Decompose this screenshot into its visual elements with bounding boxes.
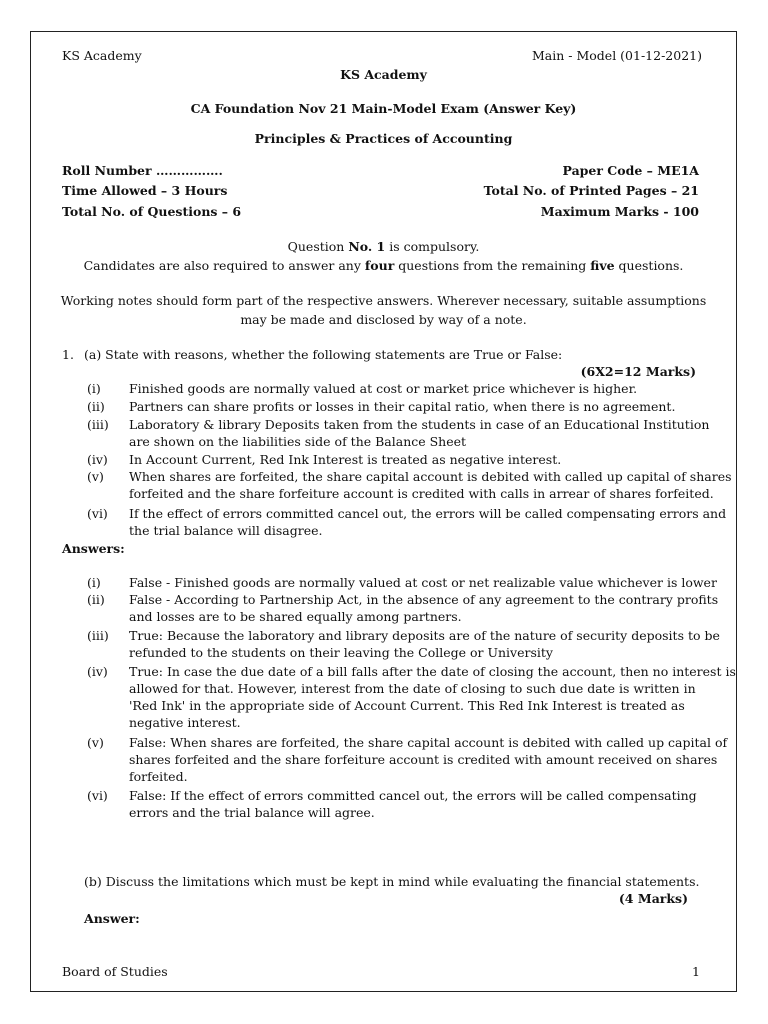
answer-text	[129, 574, 717, 591]
answer-line: False - Finished goods are normally valued at cost or net realizable value whichever is lower	[129, 575, 717, 590]
statement-text	[129, 468, 732, 502]
instruction-text: is compulsory.	[385, 239, 480, 254]
answer-text	[129, 591, 719, 625]
answer-line: forfeited.	[129, 769, 188, 784]
statement-number: (v)	[87, 469, 104, 484]
instruction-line-3: Working notes should form part of the respective answers. Wherever necessary, suitable assumptions	[60, 293, 707, 308]
statement-line: Laboratory & library Deposits taken from the students in case of an Educational Institution	[129, 417, 710, 432]
instruction-bold: No. 1	[348, 239, 386, 254]
answer-line: errors and the trial balance will agree.	[129, 805, 375, 820]
statement-number: (ii)	[87, 399, 105, 414]
answer-line: allowed for that. However, interest from the date of closing to such due date is written in	[129, 681, 696, 696]
answer-line: True: Because the laboratory and library deposits are of the nature of security deposits to be	[129, 628, 720, 643]
instruction-text: Candidates are also required to answer any	[83, 258, 365, 273]
question-part-a: (a) State with reasons, whether the following statements are True or False:	[84, 347, 563, 362]
answer-text	[129, 627, 720, 661]
instruction-line-2	[30, 257, 737, 274]
question-number: 1.	[62, 347, 74, 362]
marks-part-b: (4 Marks)	[618, 891, 688, 906]
statement-text	[129, 380, 709, 397]
answer-text	[129, 663, 736, 731]
header-left: KS Academy	[62, 48, 142, 63]
instruction-bold: four	[364, 258, 395, 273]
subject-title: Principles & Practices of Accounting	[254, 131, 513, 146]
answer-line: negative interest.	[129, 715, 241, 730]
answer-number: (vi)	[87, 788, 108, 803]
statement-line: If the effect of errors committed cancel out, the errors will be called compensating errors and	[129, 506, 727, 521]
answer-number: (i)	[87, 575, 101, 590]
answer-line: False: If the effect of errors committed cancel out, the errors will be called compensating	[129, 788, 697, 803]
time-allowed: Time Allowed – 3 Hours	[62, 183, 228, 198]
document-title: KS Academy	[340, 67, 427, 82]
answer-line: refunded to the students on their leaving the College or University	[129, 645, 553, 660]
answer-line: 'Red Ink' in the appropriate side of Account Current. This Red Ink Interest is treated as	[129, 698, 685, 713]
instruction-line-1	[30, 238, 737, 255]
instruction-text: questions.	[614, 258, 684, 273]
instruction-bold: five	[590, 258, 615, 273]
statement-line: are shown on the liabilities side of the Balance Sheet	[129, 434, 467, 449]
answer-heading: Answer:	[84, 911, 140, 926]
answer-line: False - According to Partnership Act, in the absence of any agreement to the contrary profits	[129, 592, 719, 607]
statement-number: (i)	[87, 381, 101, 396]
header-right: Main - Model (01-12-2021)	[532, 48, 702, 63]
statement-line: In Account Current, Red Ink Interest is treated as negative interest.	[129, 452, 562, 467]
page-number: 1	[692, 964, 700, 979]
maximum-marks: Maximum Marks - 100	[540, 204, 699, 219]
statement-line: forfeited and the share forfeiture account is credited with calls in arrear of shares forfeited.	[129, 486, 714, 501]
statement-number: (iv)	[87, 452, 108, 467]
answer-line: shares forfeited and the share forfeiture account is credited with amount received on shares	[129, 752, 718, 767]
answer-number: (ii)	[87, 592, 105, 607]
statement-line: Partners can share profits or losses in their capital ratio, when there is no agreement.	[129, 399, 676, 414]
statement-number: (iii)	[87, 417, 109, 432]
instruction-text: questions from the remaining	[394, 258, 591, 273]
statement-line: Finished goods are normally valued at cost or market price whichever is higher.	[129, 381, 638, 396]
answers-heading: Answers:	[62, 541, 125, 556]
answer-line: False: When shares are forfeited, the share capital account is debited with called up capital of	[129, 735, 728, 750]
printed-pages: Total No. of Printed Pages – 21	[483, 183, 699, 198]
statement-line: the trial balance will disagree.	[129, 523, 323, 538]
answer-text	[129, 734, 728, 785]
statement-text	[129, 505, 727, 539]
answer-number: (iii)	[87, 628, 109, 643]
answer-text	[129, 787, 709, 821]
instruction-text: Question	[287, 239, 349, 254]
answer-line: True: In case the due date of a bill falls after the date of closing the account, then no interest is	[129, 664, 736, 679]
statement-line: When shares are forfeited, the share capital account is debited with called up capital of shares	[129, 469, 732, 484]
answer-number: (v)	[87, 735, 104, 750]
statement-text	[129, 451, 709, 468]
answer-number: (iv)	[87, 664, 108, 679]
statement-text	[129, 416, 709, 450]
paper-code: Paper Code – ME1A	[562, 163, 699, 178]
total-questions: Total No. of Questions – 6	[62, 204, 242, 219]
answer-line: and losses are to be shared equally among partners.	[129, 609, 462, 624]
marks-part-a: (6X2=12 Marks)	[580, 364, 696, 379]
instruction-line-4: may be made and disclosed by way of a note.	[240, 312, 527, 327]
question-part-b: (b) Discuss the limitations which must be kept in mind while evaluating the financial statements.	[84, 874, 700, 889]
exam-title: CA Foundation Nov 21 Main-Model Exam (Answer Key)	[190, 101, 577, 116]
footer-left: Board of Studies	[62, 964, 168, 979]
statement-text	[129, 398, 709, 415]
roll-number: Roll Number …………….	[62, 163, 223, 178]
statement-number: (vi)	[87, 506, 108, 521]
